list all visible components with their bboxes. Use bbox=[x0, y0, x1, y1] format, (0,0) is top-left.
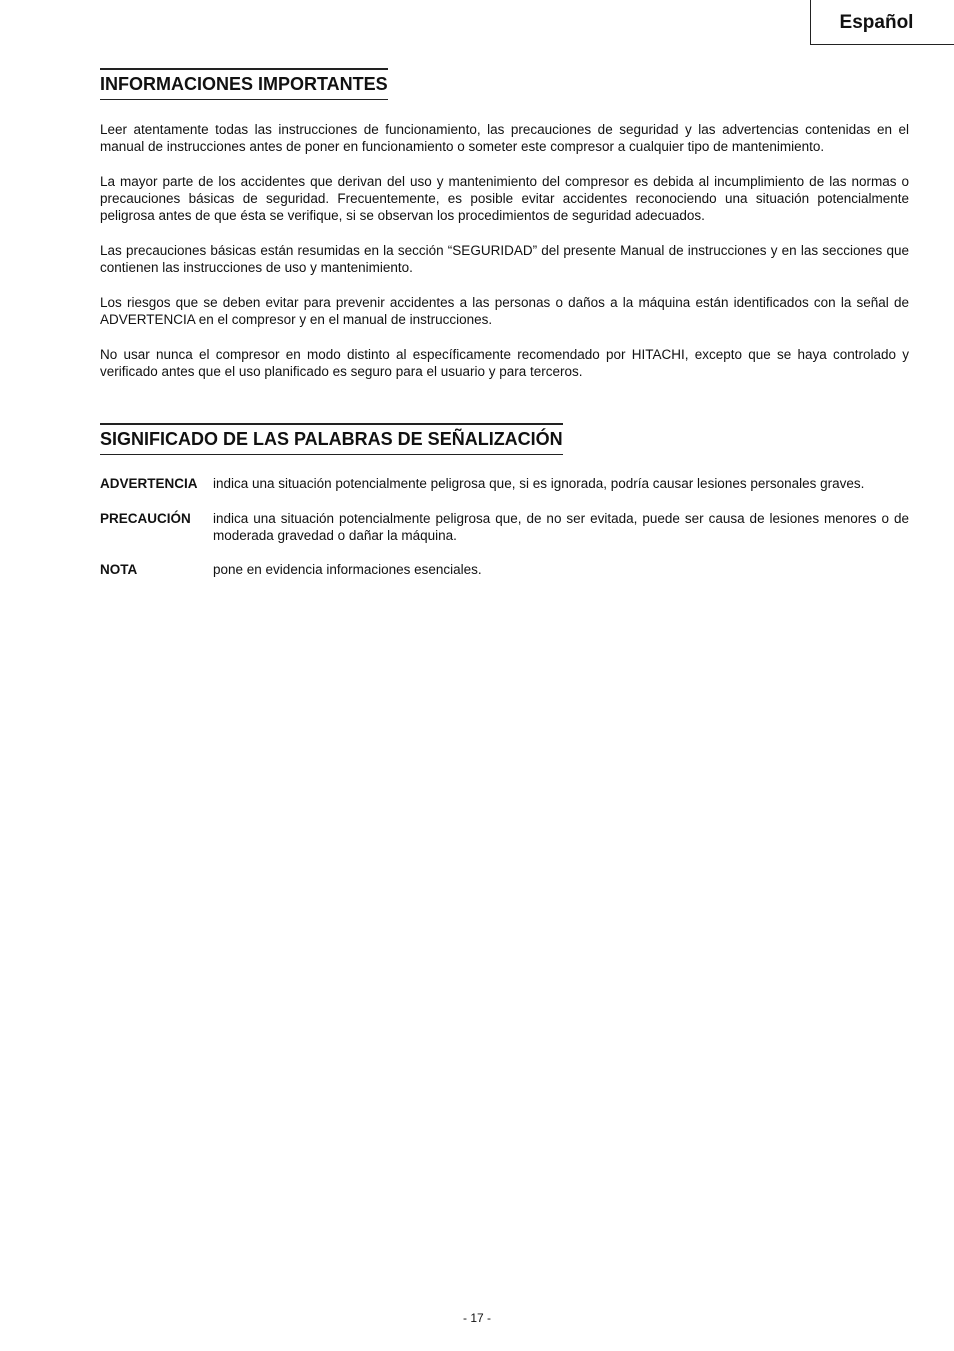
signal-word-term: NOTA bbox=[100, 562, 138, 577]
signal-word-definition: indica una situación potencialmente peligrosa que, si es ignorada, podría causar lesiones personales graves. bbox=[213, 476, 865, 491]
paragraph-read-instructions: Leer atentamente todas las instrucciones de funcionamiento, las precauciones de seguridad y las advertencias contenidas en el manual de instrucciones antes de poner en funcionamiento o someter este compresor a cualquier tipo de mantenimiento. bbox=[100, 122, 909, 154]
signal-word-definition: pone en evidencia informaciones esenciales. bbox=[213, 562, 482, 577]
page-number: - 17 - bbox=[462, 1311, 491, 1325]
paragraph-usage: No usar nunca el compresor en modo distinto al específicamente recomendado por HITACHI, excepto que se haya controlado y verificado antes que el uso planificado es seguro para el usuario y para terceros. bbox=[100, 347, 909, 379]
paragraph-accidents: La mayor parte de los accidentes que derivan del uso y mantenimiento del compresor es debida al incumplimiento de las normas o precauciones básicas de seguridad. Frecuentemente, es posible evitar accidentes reconociendo una situación potencialmente peligrosa antes de que ésta se verifique, si se observan los procedimientos de seguridad adecuados. bbox=[100, 174, 909, 223]
section-heading-important-info: INFORMACIONES IMPORTANTES bbox=[100, 68, 388, 100]
paragraph-basic-precautions: Las precauciones básicas están resumidas en la sección “SEGURIDAD” del presente Manual de instrucciones y en las secciones que contienen las instrucciones de uso y mantenimiento. bbox=[100, 243, 909, 275]
signal-word-term: ADVERTENCIA bbox=[100, 476, 198, 491]
paragraph-risks: Los riesgos que se deben evitar para prevenir accidentes a las personas o daños a la máquina están identificados con la señal de ADVERTENCIA en el compresor y en el manual de instrucciones. bbox=[100, 295, 909, 327]
signal-word-term: PRECAUCIÓN bbox=[100, 511, 191, 526]
language-tab: Español bbox=[810, 0, 954, 45]
signal-word-definition: indica una situación potencialmente peligrosa que, de no ser evitada, puede ser causa de lesiones menores o de moderada gravedad o dañar la máquina. bbox=[213, 511, 909, 543]
section-heading-signal-words: SIGNIFICADO DE LAS PALABRAS DE SEÑALIZACIÓN bbox=[100, 423, 563, 455]
